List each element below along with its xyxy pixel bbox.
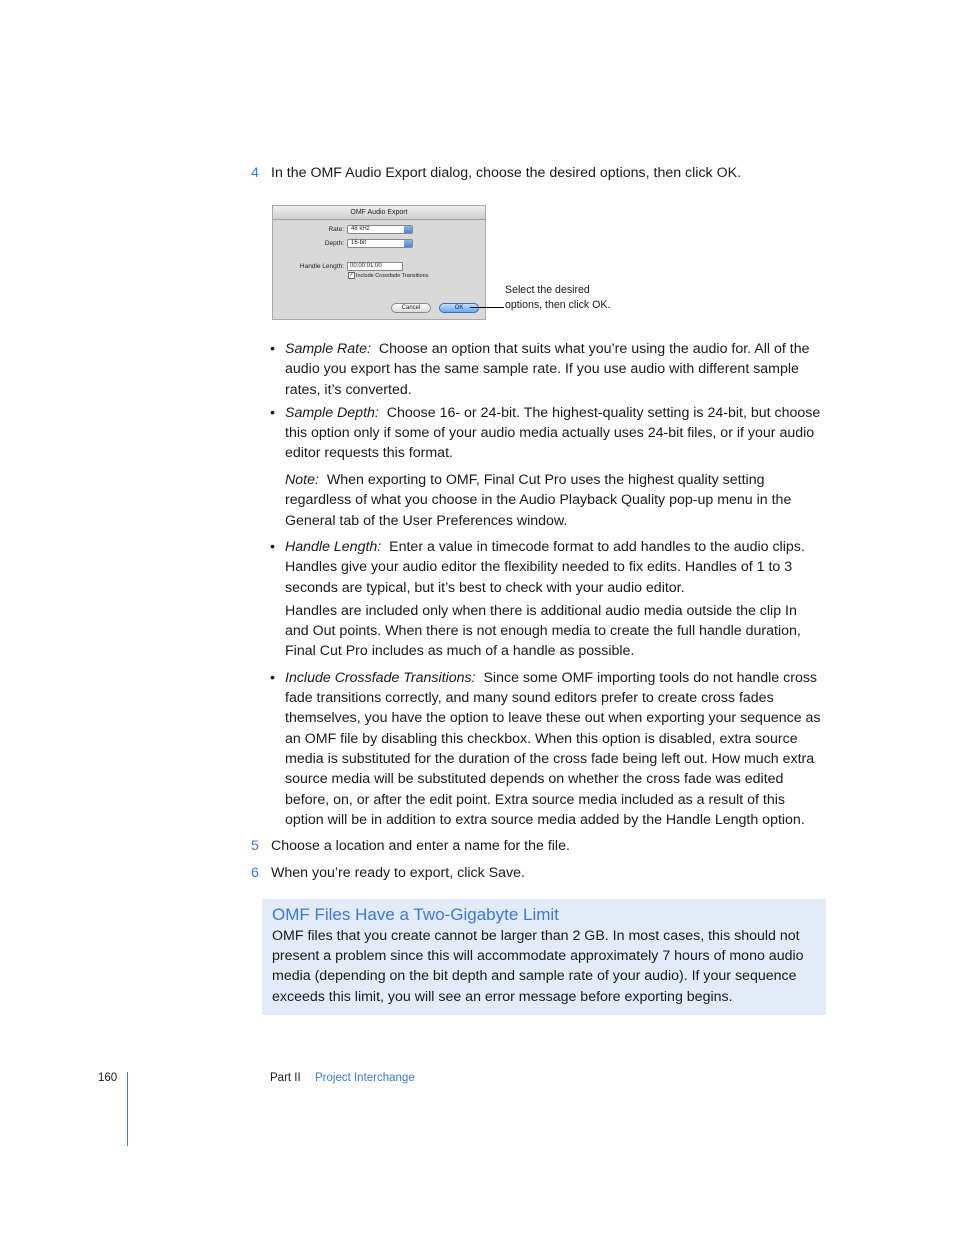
dialog-title: OMF Audio Export: [273, 206, 485, 220]
body-text: an OMF file by disabling this checkbox. When this option is disabled, extra source: [285, 731, 798, 747]
callout-text: Select the desired: [505, 284, 590, 296]
rate-value: 48 kHz: [351, 226, 370, 232]
body-text: source media will be substituted depends on whether the cross fade was edited: [285, 771, 784, 787]
depth-label: Depth:: [324, 240, 344, 247]
step-number: 6: [251, 865, 259, 881]
step-number: 5: [251, 838, 259, 854]
body-text: themselves, you have the option to leave these out when exporting your sequence as: [285, 710, 821, 726]
term: Sample Depth:: [285, 405, 379, 421]
rate-label: Rate:: [328, 226, 344, 233]
note-paragraph: [285, 470, 764, 490]
term: Include Crossfade Transitions:: [285, 670, 476, 686]
body-text: Choose an option that suits what you’re using the audio for. All of the: [378, 341, 810, 357]
body-text: Choose 16- or 24-bit. The highest-quality setting is 24-bit, but choose: [386, 405, 821, 421]
body-text: rates, it’s converted.: [285, 382, 412, 398]
handle-length-label: Handle Length:: [299, 263, 344, 270]
checkmark-icon: ✓: [349, 272, 354, 278]
footer-rule: [127, 1072, 128, 1146]
bullet-handle-length: [285, 537, 805, 557]
body-text: option will be in addition to extra source media added by the Handle Length option.: [285, 812, 805, 828]
body-text: Final Cut Pro includes as much of a handle as possible.: [285, 643, 635, 659]
part-label: Part II: [270, 1072, 301, 1084]
callout-leader-line: [470, 307, 504, 308]
sidebar-title: OMF Files Have a Two-Gigabyte Limit: [272, 905, 559, 924]
body-text: and Out points. When there is not enough media to create the full handle duration,: [285, 623, 801, 639]
body-text: When exporting to OMF, Final Cut Pro uses the highest quality setting: [326, 472, 765, 488]
bullet-sample-rate: [285, 339, 810, 359]
body-text: fade transitions correctly, and many sound editors prefer to create cross fades: [285, 690, 774, 706]
ok-button[interactable]: OK: [439, 303, 479, 313]
sidebar-text: exceeds this limit, you will see an error message before exporting begins.: [272, 989, 733, 1005]
page-number: 160: [98, 1072, 118, 1084]
body-text: this option only if some of your audio media actually uses 24-bit files, or if your audio: [285, 425, 815, 441]
bullet-icon: •: [270, 539, 275, 555]
cancel-button[interactable]: Cancel: [391, 303, 431, 313]
bullet-icon: •: [270, 341, 275, 357]
body-text: audio you export has the same sample rate. If you use audio with different sample: [285, 361, 799, 377]
bullet-icon: •: [270, 405, 275, 421]
rate-popup[interactable]: [347, 225, 413, 234]
omf-audio-export-dialog: [272, 205, 486, 320]
sidebar-text: media (depending on the bit depth and sample rate of your audio). If your sequence: [272, 968, 797, 984]
body-text: media is substituted for the duration of the cross fade being left out. How much extra: [285, 751, 815, 767]
crossfade-checkbox[interactable]: [348, 272, 428, 279]
sidebar-text: OMF files that you create cannot be larger than 2 GB. In most cases, this should not: [272, 928, 800, 944]
step-number: 4: [251, 165, 259, 181]
bullet-crossfade: [285, 668, 817, 688]
step-text: In the OMF Audio Export dialog, choose the desired options, then click OK.: [271, 165, 742, 181]
callout-text: options, then click OK.: [505, 299, 611, 311]
term: Handle Length:: [285, 539, 382, 555]
popup-arrows-icon: [404, 240, 412, 247]
body-text: General tab of the User Preferences window.: [285, 513, 568, 529]
sidebar-text: present a problem since this will accommodate approximately 7 hours of mono audio: [272, 948, 804, 964]
bullet-icon: •: [270, 670, 275, 686]
depth-popup[interactable]: [347, 239, 413, 248]
depth-value: 16-bit: [351, 240, 367, 246]
popup-arrows-icon: [404, 226, 412, 233]
handle-length-input[interactable]: 00:00:01:00: [347, 262, 403, 271]
body-text: regardless of what you choose in the Audio Playback Quality pop-up menu in the: [285, 492, 792, 508]
body-text: before, on, or after the edit point. Extra source media included as a result of this: [285, 792, 785, 808]
body-text: Handles give your audio editor the flexibility needed to fix edits. Handles of 1 to 3: [285, 559, 793, 575]
body-text: Enter a value in timecode format to add handles to the audio clips.: [389, 539, 805, 555]
body-text: Since some OMF importing tools do not handle cross: [483, 670, 818, 686]
body-text: editor requests this format.: [285, 445, 453, 461]
step-text: Choose a location and enter a name for the file.: [271, 838, 570, 854]
body-text: seconds are typical, but it’s best to check with your audio editor.: [285, 580, 685, 596]
note-label: Note:: [285, 472, 319, 488]
bullet-sample-depth: [285, 403, 820, 423]
body-text: Handles are included only when there is additional audio media outside the clip In: [285, 603, 797, 619]
crossfade-label: Include Crossfade Transitions: [356, 272, 429, 279]
step-text: When you’re ready to export, click Save.: [271, 865, 525, 881]
term: Sample Rate:: [285, 341, 371, 357]
part-name-link[interactable]: Project Interchange: [315, 1072, 415, 1084]
